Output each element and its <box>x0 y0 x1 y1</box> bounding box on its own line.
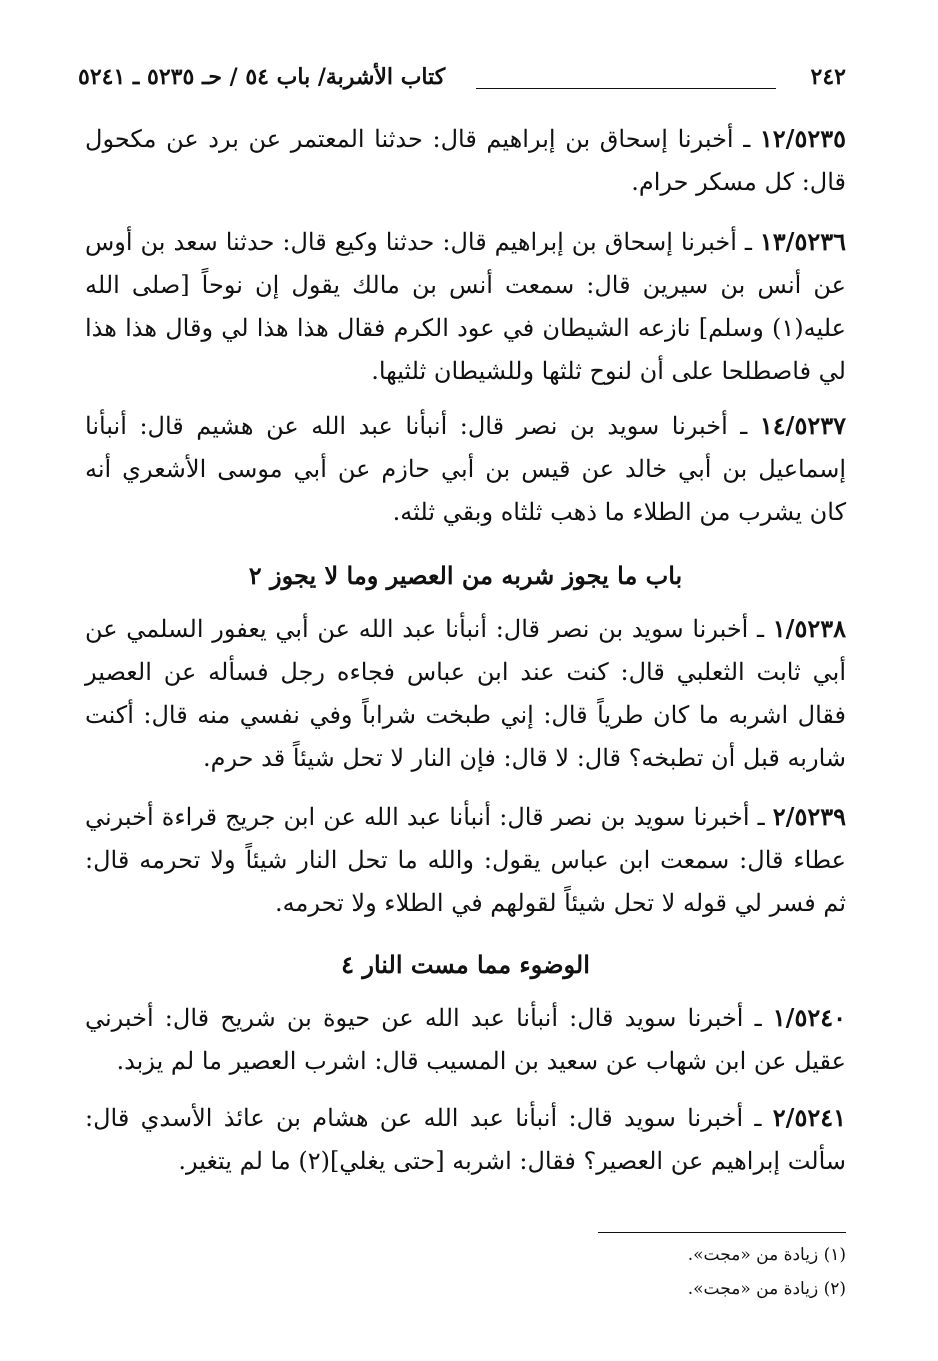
hadith-text: ـ أخبرنا سويد قال: أنبأنا عبد الله عن هشام بن عائذ الأسدي قال: سألت إبراهيم عن العصير؟ فقال: اشربه [حتى يغلي](٢) ما لم يتغير. <box>85 1104 846 1175</box>
hadith-paragraph <box>85 1096 846 1183</box>
hadith-paragraph <box>85 220 846 393</box>
hadith-number: ١/٥٢٤٠ <box>772 1003 846 1032</box>
hadith-text: ـ أخبرنا سويد بن نصر قال: أنبأنا عبد الله عن أبي يعفور السلمي عن أبي ثابت الثعلبي قال: كنت عند ابن عباس فجاءه رجل فسأله عن العصير فقال اشربه ما كان طرياً قال: إني طبخت شراباً وفي نفسي منه قال: أكنت شاربه قبل أن تطبخه؟ قال: لا قال: فإن النار لا تحل شيئاً قد حرم. <box>85 615 846 772</box>
hadith-paragraph <box>85 117 846 204</box>
hadith-text: ـ أخبرنا إسحاق بن إبراهيم قال: حدثنا وكيع قال: حدثنا سعد بن أوس عن أنس بن سيرين قال: سمعت أنس بن مالك يقول إن نوحاً [صلى الله عليه(١) وسلم] نازعه الشيطان في عود الكرم فقال هذا هذا لي وقال هذا هذا لي فاصطلحا على أن لنوح ثلثها وللشيطان ثلثيها. <box>85 228 846 385</box>
hadith-text: ـ أخبرنا سويد قال: أنبأنا عبد الله عن حيوة بن شريح قال: أخبرني عقيل عن ابن شهاب عن سعيد بن المسيب قال: اشرب العصير ما لم يزبد. <box>85 1004 846 1075</box>
hadith-number: ٢/٥٢٤١ <box>772 1103 846 1132</box>
hadith-paragraph <box>85 607 846 780</box>
hadith-number: ١/٥٢٣٨ <box>772 614 846 643</box>
hadith-text: ـ أخبرنا سويد بن نصر قال: أنبأنا عبد الله عن ابن جريج قراءة أخبرني عطاء قال: سمعت ابن عباس يقول: والله ما تحل النار شيئاً ولا تحرمه قال: ثم فسر لي قوله لا تحل شيئاً لقولهم في الطلاء ولا تحرمه. <box>85 803 846 917</box>
footnote: (٢) زيادة من «مجت». <box>687 1279 846 1299</box>
hadith-number: ٢/٥٢٣٩ <box>772 802 846 831</box>
hadith-number: ١٣/٥٢٣٦ <box>759 227 846 256</box>
hadith-number: ١٢/٥٢٣٥ <box>759 124 846 153</box>
header-rule <box>476 88 776 89</box>
footnote-separator <box>598 1232 846 1233</box>
footnote: (١) زيادة من «مجت». <box>687 1245 846 1265</box>
hadith-paragraph <box>85 996 846 1083</box>
chapter-heading: الوضوء مما مست النار ٤ <box>341 950 590 979</box>
running-title: كتاب الأشربة/ باب ٥٤ / حـ ٥٢٣٥ ـ ٥٢٤١ <box>78 64 446 90</box>
running-header <box>78 58 846 98</box>
hadith-paragraph <box>85 795 846 925</box>
hadith-number: ١٤/٥٢٣٧ <box>759 411 846 440</box>
hadith-text: ـ أخبرنا سويد بن نصر قال: أنبأنا عبد الله عن هشيم قال: أنبأنا إسماعيل بن أبي خالد عن قيس بن أبي حازم عن أبي موسى الأشعري أنه كان يشرب من الطلاء ما ذهب ثلثاه وبقي ثلثه. <box>85 412 846 526</box>
chapter-heading: باب ما يجوز شربه من العصير وما لا يجوز ٢ <box>248 561 683 590</box>
page-number: ٢٤٢ <box>810 64 846 90</box>
hadith-paragraph <box>85 404 846 534</box>
hadith-text: ـ أخبرنا إسحاق بن إبراهيم قال: حدثنا المعتمر عن برد عن مكحول قال: كل مسكر حرام. <box>85 125 846 196</box>
